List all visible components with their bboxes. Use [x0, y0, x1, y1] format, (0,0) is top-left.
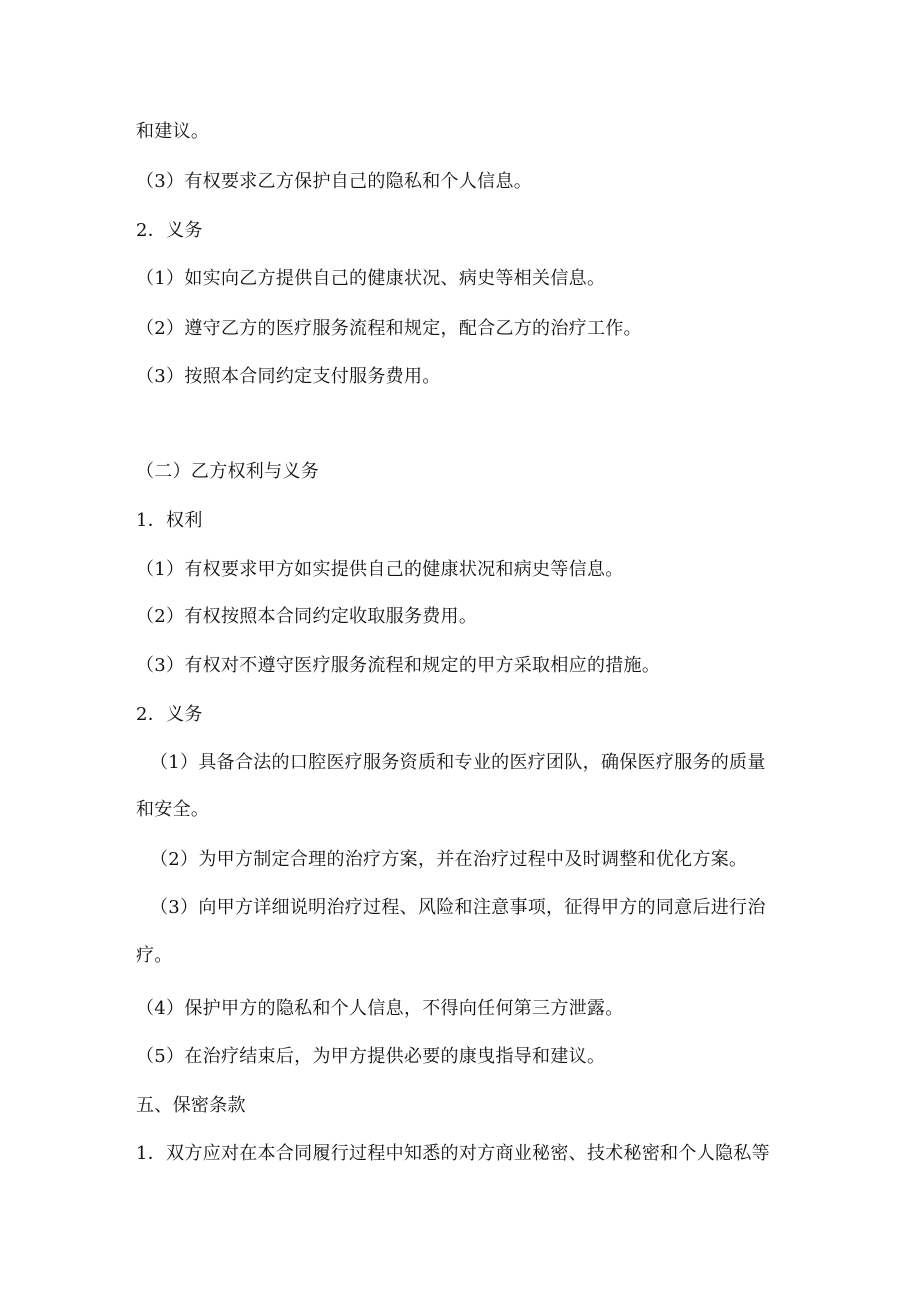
section-heading-obligations: 2．义务 [136, 704, 203, 725]
section-heading-confidentiality: 五、保密条款 [136, 1095, 246, 1116]
text-line-item: （5）在治疗结束后，为甲方提供必要的康曳指导和建议。 [136, 1046, 606, 1067]
text-line-item: （3）向甲方详细说明治疗过程、风险和注意事项，征得甲方的同意后进行治 [150, 897, 766, 918]
section-heading-rights: 1．权利 [136, 510, 203, 531]
section-heading-obligations: 2．义务 [136, 220, 203, 241]
text-line-item: （1）具备合法的口腔医疗服务资质和专业的医疗团队，确保医疗服务的质量 [150, 752, 766, 773]
text-line-item: （3）有权要求乙方保护自己的隐私和个人信息。 [136, 171, 533, 192]
text-line-item: （2）遵守乙方的医疗服务流程和规定，配合乙方的治疗工作。 [136, 318, 642, 339]
text-line-continuation: 和建议。 [136, 121, 210, 142]
text-line-continuation: 疗。 [136, 945, 173, 966]
text-line-item: （4）保护甲方的隐私和个人信息，不得向任何第三方泄露。 [136, 998, 624, 1019]
text-line-item: 1．双方应对在本合同履行过程中知悉的对方商业秘密、技术秘密和个人隐私等 [136, 1143, 770, 1164]
text-line-item: （2）有权按照本合同约定收取服务费用。 [136, 606, 478, 627]
text-line-item: （3）按照本合同约定支付服务费用。 [136, 366, 441, 387]
text-line-continuation: 和安全。 [136, 799, 210, 820]
text-line-item: （3）有权对不遵守医疗服务流程和规定的甲方采取相应的措施。 [136, 655, 661, 676]
section-heading-party-b: （二）乙方权利与义务 [136, 461, 319, 482]
text-line-item: （1）如实向乙方提供自己的健康状况、病史等相关信息。 [136, 268, 606, 289]
text-line-item: （1）有权要求甲方如实提供自己的健康状况和病史等信息。 [136, 559, 624, 580]
text-line-item: （2）为甲方制定合理的治疗方案，并在治疗过程中及时调整和优化方案。 [150, 849, 748, 870]
